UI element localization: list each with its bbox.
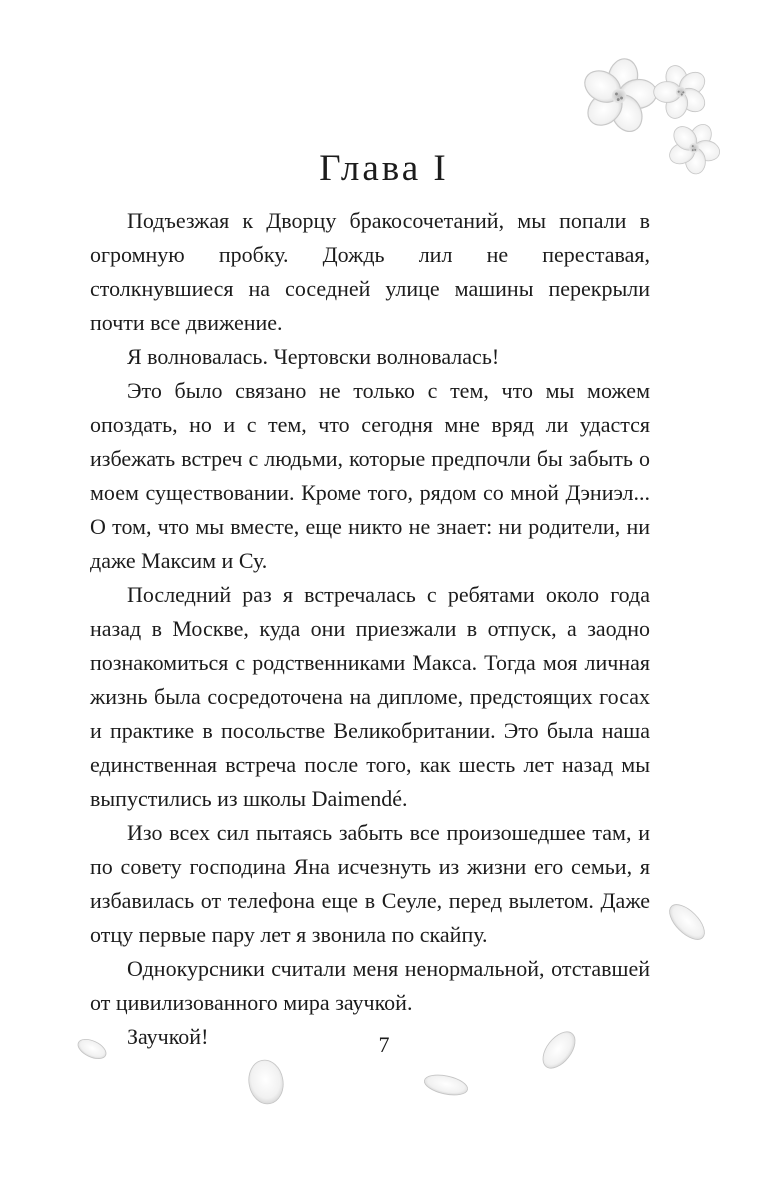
chapter-body — [90, 204, 650, 1054]
blossom-icon — [645, 57, 718, 128]
petal-icon — [664, 899, 711, 946]
petal-icon — [423, 1072, 470, 1099]
paragraph: Последний раз я встречалась с ребятами около года назад в Москве, куда они приезжали в отпуск, а заодно познакомиться с родственниками Макса. Тогда моя личная жизнь была сосредоточена на дипломе, предстоящих госах и практике в посольстве Великобритании. Это была наша единственная встреча после того, как шесть лет назад мы выпустились из школы Daimendé. — [90, 582, 650, 811]
paragraph: Однокурсники считали меня ненормальной, отставшей от цивилизованного мира заучкой. — [90, 956, 650, 1015]
paragraph: Я волновалась. Чертовски волновалась! — [127, 344, 500, 369]
petal-icon — [245, 1057, 286, 1106]
page-number: 7 — [378, 1032, 390, 1057]
paragraph: Заучкой! — [127, 1024, 209, 1049]
chapter-title: Глава I — [319, 148, 449, 189]
paragraph: Изо всех сил пытаясь забыть все произошедшее там, и по совету господина Яна исчезнуть из жизни его семьи, я избавилась от телефона еще в Сеуле, перед вылетом. Даже отцу первые пару лет я звонила по скайпу. — [90, 820, 650, 947]
paragraph: Это было связано не только с тем, что мы можем опоздать, но и с тем, что сегодня мне вряд ли удастся избежать встреч с людьми, которые предпочли бы забыть о моем существовании. Кроме того, рядом со мной Дэниэл... О том, что мы вместе, еще никто не знает: ни родители, ни даже Максим и Су. — [90, 378, 650, 573]
blossom-icon — [571, 51, 666, 143]
paragraph: Подъезжая к Дворцу бракосочетаний, мы попали в огромную пробку. Дождь лил не переставая, столкнувшиеся на соседней улице машины перекрыли почти все движение. — [90, 208, 650, 335]
